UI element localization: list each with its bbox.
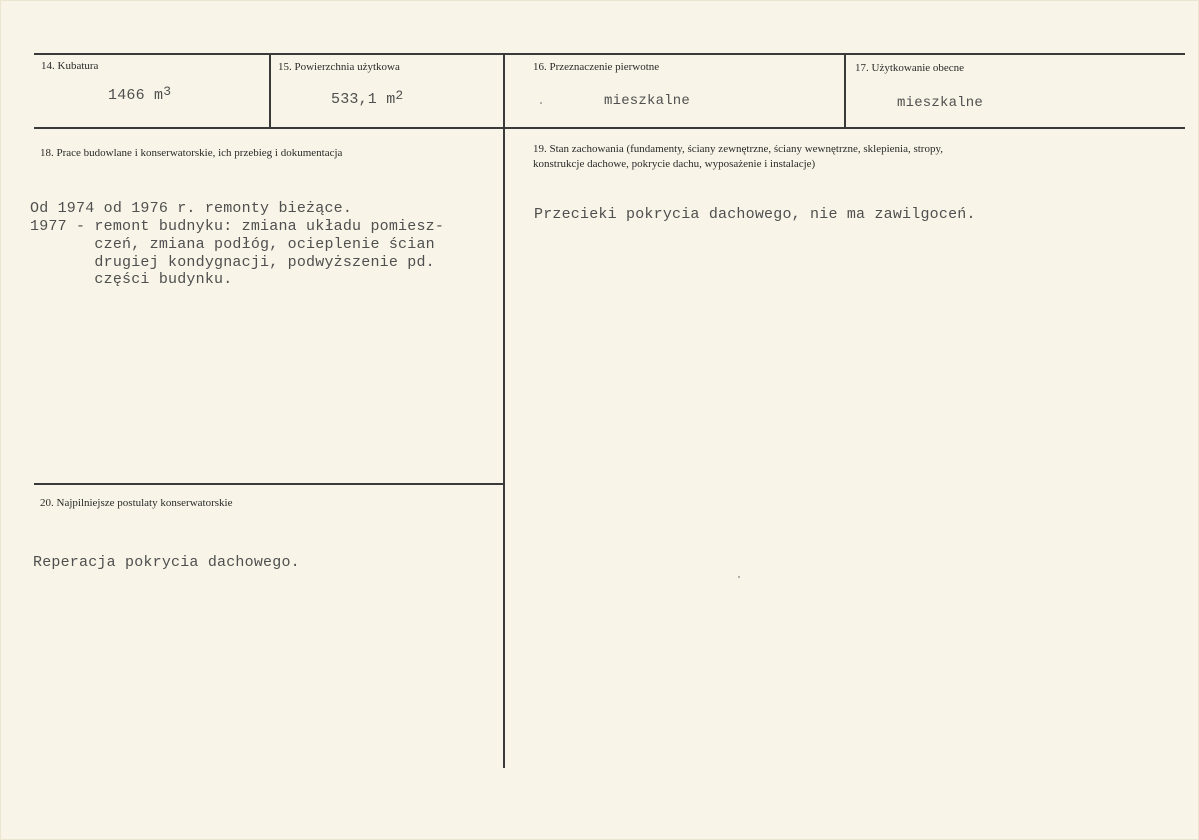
field-18-line: części budynku. xyxy=(30,271,233,288)
speck xyxy=(738,576,740,578)
field-17-label: 17. Użytkowanie obecne xyxy=(855,62,965,74)
field-18-line: Od 1974 od 1976 r. remonty bieżące. xyxy=(30,200,353,217)
field-19-label-line2: konstrukcje dachowe, pokrycie dachu, wyposażenie i instalacje) xyxy=(533,158,816,170)
field-15-value xyxy=(331,90,403,109)
section18-bottom-rule xyxy=(34,483,503,485)
divider-16-17 xyxy=(844,53,846,128)
row1-bottom-rule xyxy=(34,127,1185,129)
field-20-value: Reperacja pokrycia dachowego. xyxy=(33,554,300,571)
field-18-line: drugiej kondygnacji, podwyższenie pd. xyxy=(30,254,435,271)
top-rule xyxy=(34,53,1185,55)
field-14-unit: m xyxy=(154,87,164,104)
field-18-label: 18. Prace budowlane i konserwatorskie, ich przebieg i dokumentacja xyxy=(40,147,343,159)
speck xyxy=(540,102,542,104)
field-16-value: mieszkalne xyxy=(604,93,691,109)
divider-14-15 xyxy=(269,53,271,128)
field-15-label: 15. Powierzchnia użytkowa xyxy=(278,61,400,73)
field-20-label: 20. Najpilniejsze postulaty konserwatorskie xyxy=(40,497,233,509)
field-14-value xyxy=(108,86,171,105)
field-14-unit-exp: 3 xyxy=(163,84,172,99)
divider-main xyxy=(503,53,505,768)
field-19-value: Przecieki pokrycia dachowego, nie ma zawilgoceń. xyxy=(534,206,976,223)
field-15-number: 533,1 xyxy=(331,91,378,108)
field-17-value: mieszkalne xyxy=(897,95,984,111)
field-15-unit-exp: 2 xyxy=(395,88,404,103)
field-14-number: 1466 xyxy=(108,87,145,104)
field-19-label-line1: 19. Stan zachowania (fundamenty, ściany zewnętrzne, ściany wewnętrzne, sklepienia, stropy, xyxy=(533,143,944,155)
field-15-unit: m xyxy=(386,91,396,108)
field-18-line: czeń, zmiana podłóg, ocieplenie ścian xyxy=(30,236,435,253)
field-16-label: 16. Przeznaczenie pierwotne xyxy=(533,61,660,73)
field-14-label: 14. Kubatura xyxy=(41,60,99,72)
field-18-line: 1977 - remont budnyku: zmiana układu pomiesz- xyxy=(30,218,445,235)
